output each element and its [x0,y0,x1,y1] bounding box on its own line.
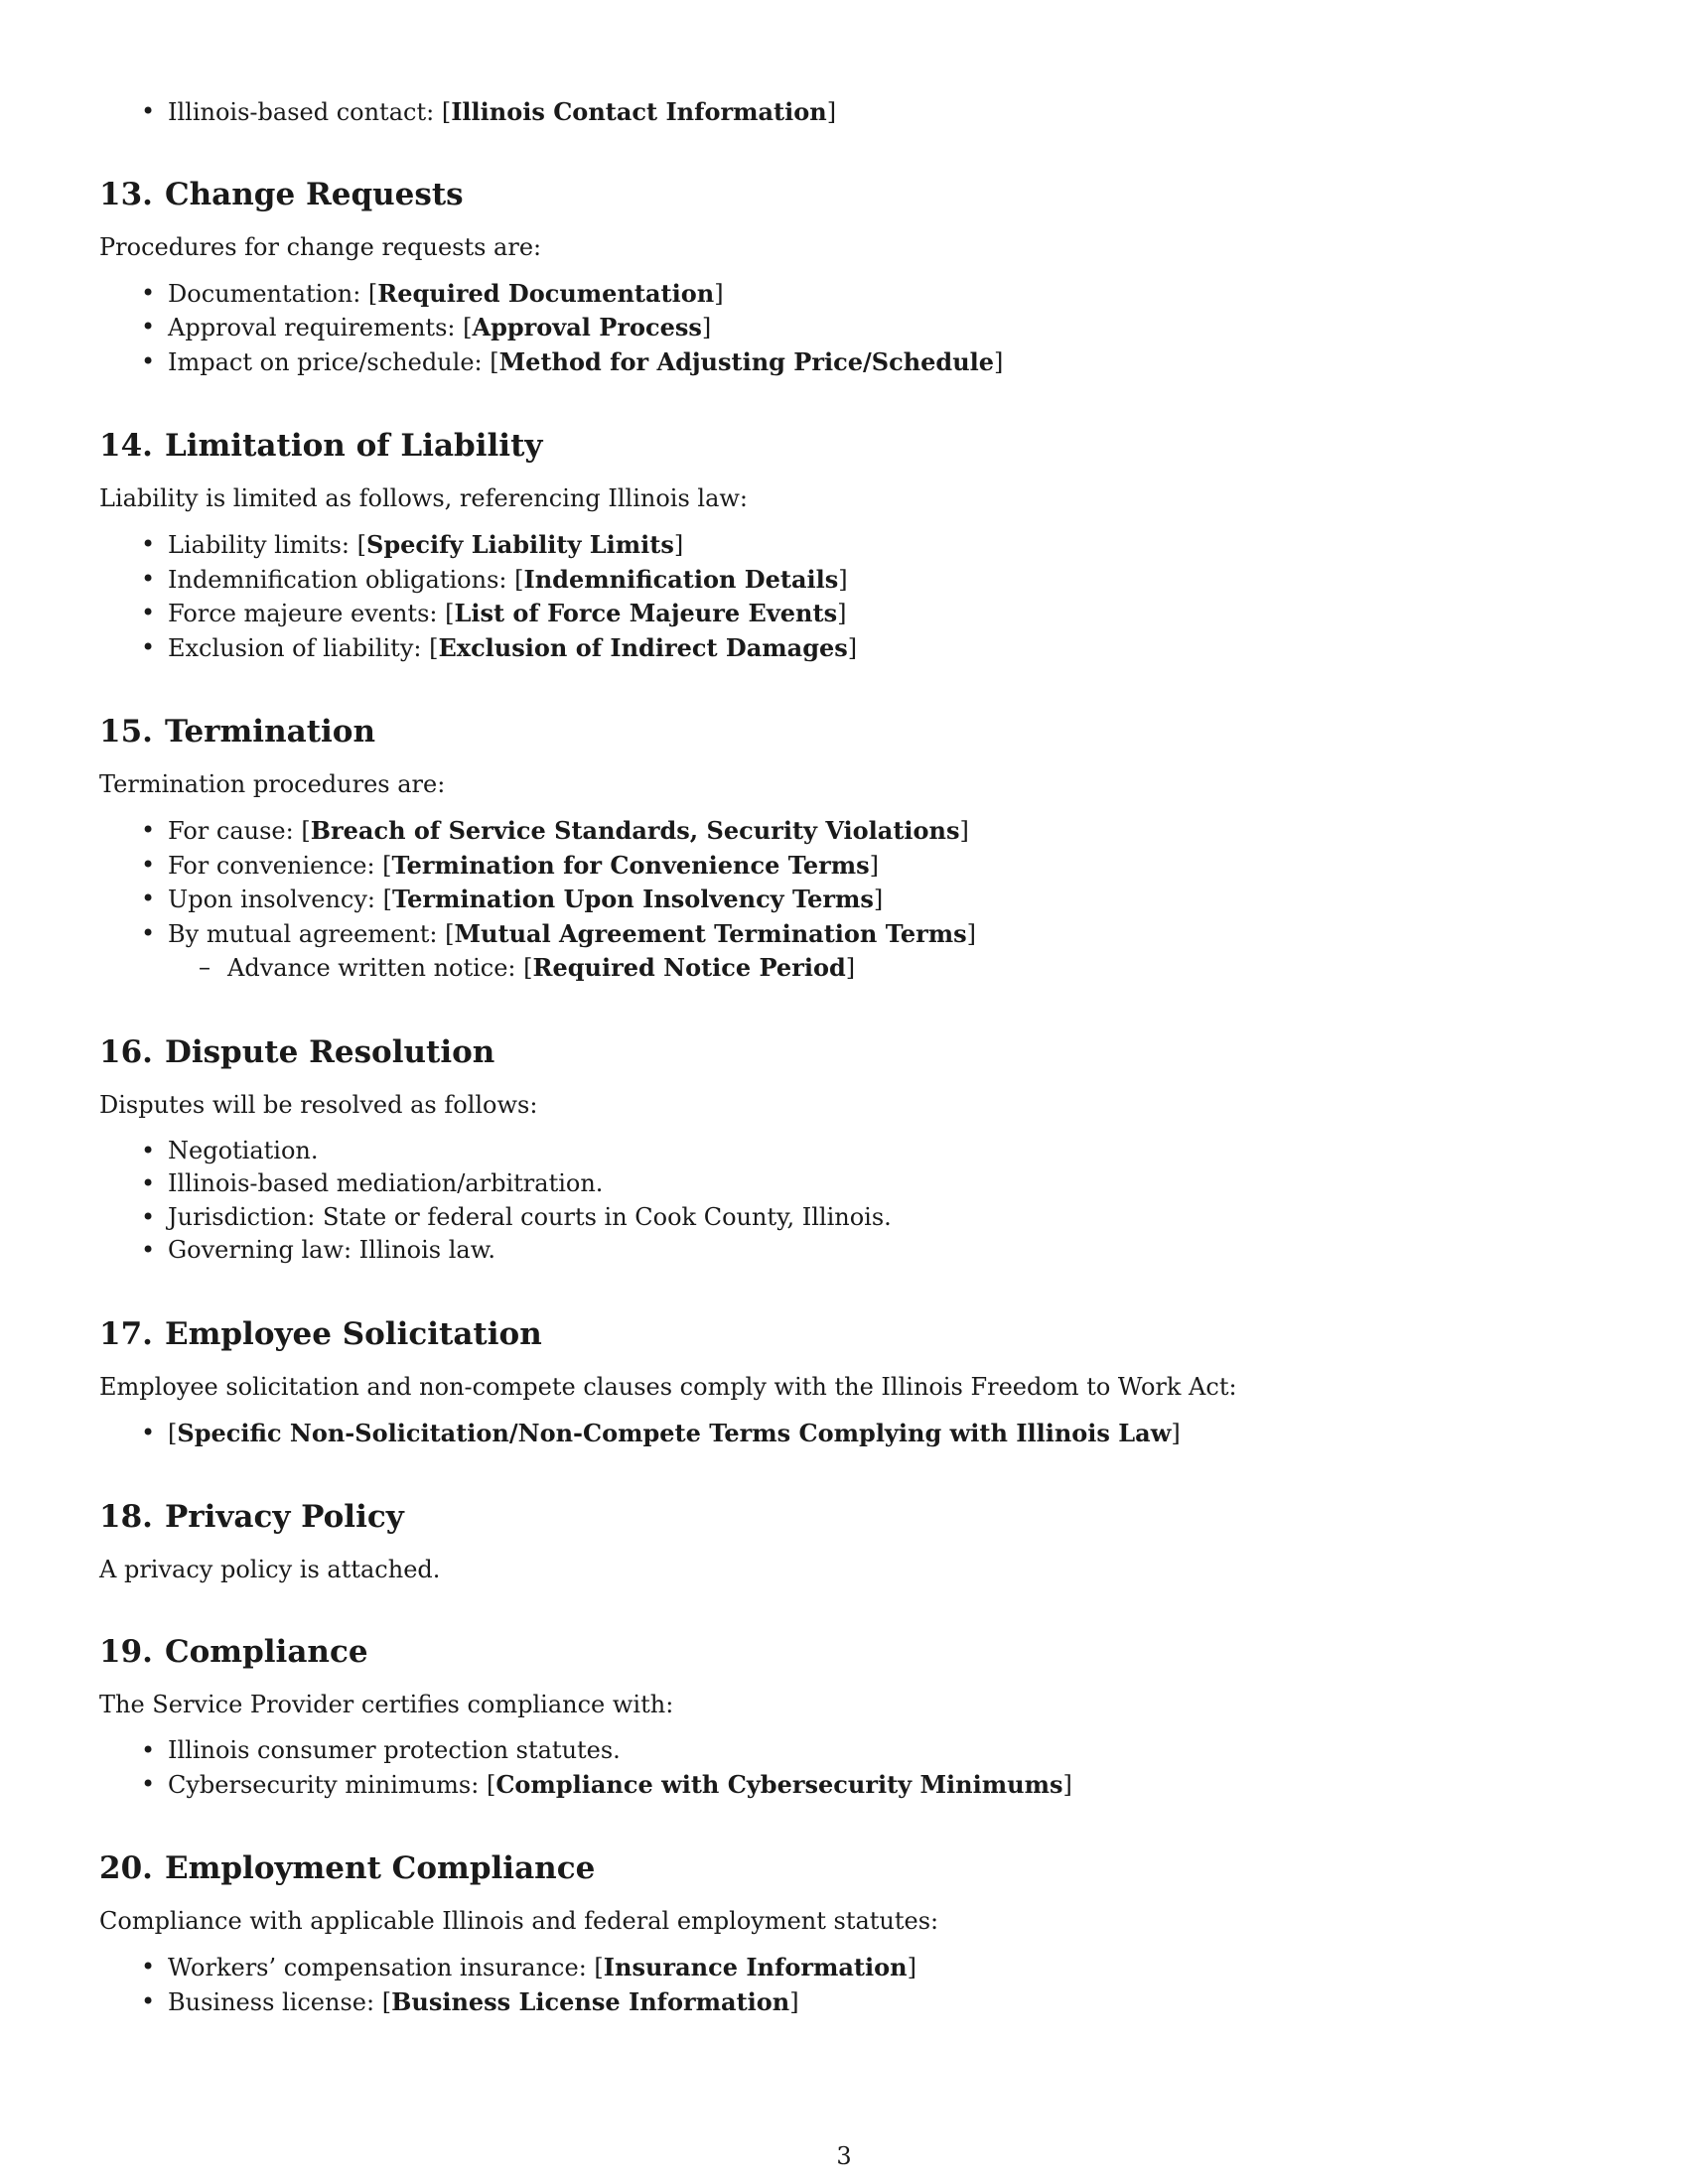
section-title: Dispute Resolution [164,1033,495,1070]
section-19 [99,1633,1589,1802]
item-placeholder: Specify Liability Limits [365,530,674,559]
section-intro: Compliance with applicable Illinois and federal employment statutes: [99,1907,939,1935]
item-label: Workers’ compensation insurance: [168,1954,595,1981]
bullet-list [99,277,1589,380]
section-title: Change Requests [164,176,464,212]
section-number: 20. [99,1850,153,1886]
section-13 [99,176,1589,380]
item-placeholder: Compliance with Cybersecurity Minimums [495,1769,1063,1799]
item-placeholder: Approval Process [472,313,702,341]
item-placeholder: Specific Non-Solicitation/Non-Compete Terms Complying with Illinois Law [177,1418,1172,1447]
section-heading [99,176,1589,213]
list-item [99,1167,1589,1201]
section-title: Termination [164,714,376,750]
bullet-list [99,1417,1589,1451]
item-label: Illinois-based mediation/arbitration. [168,1169,604,1197]
sections-container [99,176,1589,2020]
item-label: Advance written notice: [227,954,524,982]
item-label: Approval requirements: [168,314,464,341]
list-item: • [Specific Non-Solicitation/Non-Compete Terms Complying with Illinois Law] [99,1417,1589,1451]
item-label: Cybersecurity minimums: [168,1770,487,1799]
section-14 [99,427,1589,665]
bullet-list [99,1135,1589,1268]
section-15 [99,713,1589,986]
section-intro: Termination procedures are: [99,770,446,798]
section-number: 13. [99,176,153,212]
item-label: Impact on price/schedule: [168,347,491,376]
list-item: • For cause: [Breach of Service Standards, Security Violations] [99,814,1589,849]
list-item: • Cybersecurity minimums: [Compliance with Cybersecurity Minimums] [99,1768,1589,1803]
item-label: Business license: [168,1987,382,2016]
section-title: Compliance [164,1634,368,1670]
list-item: • Business license: [Business License Information] [99,1985,1589,2020]
item-label: For cause: [168,817,302,845]
list-item: • Exclusion of liability: [Exclusion of Indirect Damages] [99,631,1589,666]
item-placeholder: Mutual Agreement Termination Terms [454,918,967,948]
section-heading [99,1633,1589,1671]
section-heading [99,1033,1589,1071]
item-label: Force majeure events: [168,600,446,627]
section-intro: A privacy policy is attached. [99,1556,441,1583]
section-title: Employment Compliance [164,1850,596,1886]
list-item: • Upon insolvency: [Termination Upon Insolvency Terms] [99,883,1589,917]
page-number: 3 [836,2142,852,2170]
list-item [99,1201,1589,1235]
section-intro: The Service Provider certifies compliance with: [99,1691,674,1718]
item-label: For convenience: [168,851,383,880]
item-placeholder: Termination Upon Insolvency Terms [392,885,874,913]
list-item: • Impact on price/schedule: [Method for Adjusting Price/Schedule] [99,345,1589,380]
section-heading [99,1315,1589,1353]
list-item [99,1734,1589,1768]
section-number: 19. [99,1634,153,1670]
list-item: • Indemnification obligations: [Indemnification Details] [99,563,1589,598]
item-placeholder: Required Documentation [377,278,715,308]
item-label: Documentation: [168,279,368,308]
item-placeholder: List of Force Majeure Events [454,599,838,627]
bullet-list [99,528,1589,665]
item-label: Governing law: Illinois law. [168,1236,496,1264]
section-title: Employee Solicitation [164,1315,542,1352]
item-placeholder: Method for Adjusting Price/Schedule [498,346,995,376]
item-placeholder: Insurance Information [603,1953,908,1981]
section-intro: Employee solicitation and non-compete clauses comply with the Illinois Freedom to Work Act: [99,1372,1237,1401]
section-18 [99,1498,1589,1585]
bullet-list [99,814,1589,986]
sub-list-item: – Advance written notice: [Required Notice Period] [99,951,1589,986]
list-item: • For convenience: [Termination for Convenience Terms] [99,849,1589,884]
section-number: 16. [99,1033,153,1070]
section-title: Privacy Policy [164,1499,404,1535]
section-number: 14. [99,428,153,464]
item-label: Jurisdiction: State or federal courts in Cook County, Illinois. [168,1202,892,1231]
section-heading [99,713,1589,751]
section-16 [99,1033,1589,1268]
section-number: 18. [99,1499,153,1535]
section-intro: Liability is limited as follows, referencing Illinois law: [99,484,749,512]
list-item: • Documentation: [Required Documentation] [99,277,1589,312]
list-item [99,1135,1589,1168]
section-20 [99,1849,1589,2019]
item-label: Upon insolvency: [168,886,383,913]
section-intro: Procedures for change requests are: [99,232,542,261]
list-item: • Workers’ compensation insurance: [Insurance Information] [99,1951,1589,1985]
section-title: Limitation of Liability [164,428,543,464]
item-placeholder: Required Notice Period [532,953,846,982]
carryover-list [99,95,1589,130]
list-item: • Liability limits: [Specify Liability Limits] [99,528,1589,563]
section-17 [99,1315,1589,1451]
list-item: • Illinois-based contact: [Illinois Contact Information] [99,95,1589,130]
item-label: Exclusion of liability: [168,633,430,662]
list-item [99,1234,1589,1268]
list-item: • Approval requirements: [Approval Process] [99,311,1589,345]
item-label: Indemnification obligations: [168,565,515,594]
bullet-list [99,1951,1589,2019]
item-placeholder: Breach of Service Standards, Security Violations [310,816,960,845]
item-label: Negotiation. [168,1136,319,1164]
item-placeholder: Indemnification Details [523,564,839,594]
bullet-list [99,1734,1589,1802]
section-number: 17. [99,1315,153,1352]
item-label: By mutual agreement: [168,919,446,948]
list-item: • Force majeure events: [List of Force Majeure Events] [99,597,1589,631]
item-label: Illinois-based contact: [168,98,442,126]
item-label: Illinois consumer protection statutes. [168,1736,621,1764]
section-heading [99,1849,1589,1887]
item-placeholder: Termination for Convenience Terms [391,850,870,880]
section-heading [99,427,1589,465]
section-number: 15. [99,714,153,750]
section-intro: Disputes will be resolved as follows: [99,1090,538,1119]
document-page [99,95,1589,2067]
section-heading [99,1498,1589,1536]
list-item: • By mutual agreement: [Mutual Agreement Termination Terms] [99,917,1589,952]
item-placeholder: Illinois Contact Information [451,97,827,126]
item-placeholder: Business License Information [391,1986,790,2016]
item-label: Liability limits: [168,531,357,559]
item-placeholder: Exclusion of Indirect Damages [438,632,848,662]
